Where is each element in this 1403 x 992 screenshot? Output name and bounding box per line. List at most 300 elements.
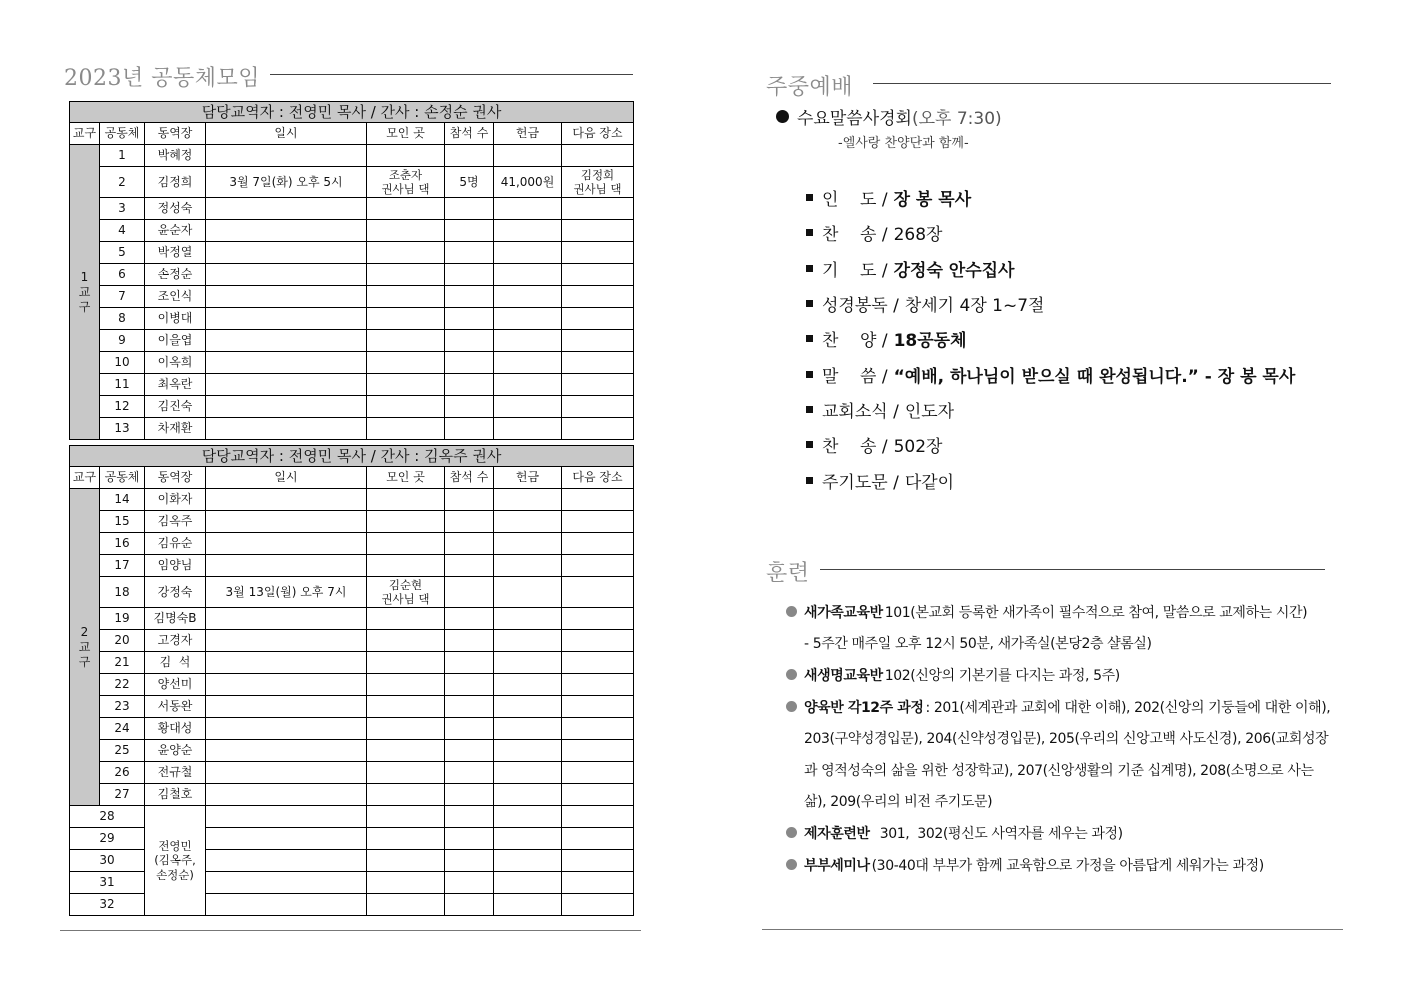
datetime-cell: [206, 762, 367, 784]
worship-order-list: [806, 180, 1366, 498]
place-cell: [367, 352, 445, 374]
community-number: 4: [100, 220, 145, 242]
next-place-cell: [562, 762, 634, 784]
leader-name: 이옥희: [145, 352, 206, 374]
place-cell: [367, 674, 445, 696]
empty-cell: [206, 828, 367, 850]
datetime-cell: [206, 652, 367, 674]
district-label: 2 교 구: [70, 489, 100, 806]
training-text: - 5주간 매주일 오후 12시 50분, 새가족실(본당2층 샬롬실): [804, 636, 1152, 653]
leader-name: 차재환: [145, 418, 206, 440]
next-place-cell: [562, 198, 634, 220]
next-place-cell: [562, 418, 634, 440]
datetime-cell: [206, 630, 367, 652]
worship-title-rule: [873, 83, 1331, 84]
attendance-cell: [445, 718, 494, 740]
column-header-row: [70, 123, 634, 145]
place-cell: [367, 489, 445, 511]
attendance-cell: [445, 418, 494, 440]
worship-heading-time: (오후 7:30): [911, 109, 1002, 129]
community-number: 19: [100, 608, 145, 630]
datetime-cell: [206, 511, 367, 533]
attendance-cell: [445, 242, 494, 264]
square-bullet-icon: [806, 265, 813, 272]
offering-cell: [494, 286, 562, 308]
next-place-cell: [562, 533, 634, 555]
leader-name: 윤순자: [145, 220, 206, 242]
place-cell: [367, 762, 445, 784]
worship-order-item: [806, 462, 1366, 497]
attendance-cell: [445, 220, 494, 242]
order-value: 18공동체: [893, 331, 967, 352]
next-place-cell: [562, 674, 634, 696]
order-value: 장 봉 목사: [893, 190, 972, 211]
leader-name: 김진숙: [145, 396, 206, 418]
datetime-cell: [206, 533, 367, 555]
next-place-cell: [562, 511, 634, 533]
next-place-cell: 김정희 권사님 댁: [562, 167, 634, 198]
training-text: 101(본교회 등록한 새가족이 필수적으로 참여, 말씀으로 교제하는 시간): [884, 604, 1308, 621]
worship-order-item: [806, 286, 1366, 321]
attendance-cell: [445, 374, 494, 396]
community-number: 30: [70, 850, 145, 872]
column-header: 교구: [70, 123, 100, 145]
table-row: [70, 740, 634, 762]
leader-name: 김옥주: [145, 511, 206, 533]
training-line: [786, 817, 1366, 849]
offering-cell: [494, 533, 562, 555]
place-cell: [367, 696, 445, 718]
empty-cell: [494, 850, 562, 872]
empty-cell: [445, 894, 494, 916]
attendance-cell: [445, 784, 494, 806]
order-label: 찬 양 /: [822, 331, 888, 352]
next-place-cell: [562, 330, 634, 352]
worship-order-item: [806, 251, 1366, 286]
training-section-title: 훈련: [766, 556, 820, 587]
attendance-cell: [445, 630, 494, 652]
leader-name: 박정열: [145, 242, 206, 264]
leader-name: 정성숙: [145, 198, 206, 220]
leader-name: 전영민 (김옥주, 손정순): [145, 806, 206, 916]
training-line: [786, 691, 1366, 723]
column-header: 모인 곳: [367, 123, 445, 145]
square-bullet-icon: [806, 441, 813, 448]
offering-cell: [494, 374, 562, 396]
column-header: 일시: [206, 123, 367, 145]
offering-cell: [494, 242, 562, 264]
community-number: 10: [100, 352, 145, 374]
offering-cell: [494, 674, 562, 696]
next-place-cell: [562, 374, 634, 396]
datetime-cell: [206, 740, 367, 762]
table-row: [70, 286, 634, 308]
group-header: 담당교역자 : 전영민 목사 / 간사 : 손정순 권사: [70, 102, 634, 123]
column-header: 다음 장소: [562, 467, 634, 489]
worship-heading: [776, 104, 1002, 129]
table-row: [70, 220, 634, 242]
empty-cell: [445, 806, 494, 828]
next-place-cell: [562, 308, 634, 330]
offering-cell: [494, 511, 562, 533]
datetime-cell: [206, 145, 367, 167]
column-header: 참석 수: [445, 123, 494, 145]
table-row: [70, 396, 634, 418]
table-row: [70, 264, 634, 286]
community-number: 5: [100, 242, 145, 264]
community-number: 20: [100, 630, 145, 652]
leader-name: 고경자: [145, 630, 206, 652]
training-name: 새가족교육반: [804, 604, 883, 621]
community-number: 15: [100, 511, 145, 533]
table-row: [70, 608, 634, 630]
leader-name: 김정희: [145, 167, 206, 198]
datetime-cell: [206, 418, 367, 440]
next-place-cell: [562, 577, 634, 608]
attendance-cell: [445, 308, 494, 330]
offering-cell: [494, 352, 562, 374]
training-line: [786, 754, 1366, 786]
attendance-cell: [445, 330, 494, 352]
leader-name: 전규철: [145, 762, 206, 784]
column-header: 모인 곳: [367, 467, 445, 489]
place-cell: [367, 220, 445, 242]
column-header: 공동체: [100, 467, 145, 489]
datetime-cell: [206, 220, 367, 242]
empty-cell: [494, 806, 562, 828]
offering-cell: [494, 330, 562, 352]
circle-bullet-icon: [786, 859, 797, 870]
table-row: [70, 374, 634, 396]
order-label: 기 도 /: [822, 260, 888, 281]
datetime-cell: [206, 555, 367, 577]
datetime-cell: [206, 242, 367, 264]
next-place-cell: [562, 396, 634, 418]
place-cell: [367, 608, 445, 630]
offering-cell: [494, 652, 562, 674]
datetime-cell: [206, 198, 367, 220]
table-row: [70, 652, 634, 674]
attendance-cell: 5명: [445, 167, 494, 198]
community-number: 3: [100, 198, 145, 220]
attendance-cell: [445, 577, 494, 608]
order-value: 창세기 4장 1~7절: [904, 296, 1045, 317]
place-cell: [367, 418, 445, 440]
leader-name: 양선미: [145, 674, 206, 696]
offering-cell: [494, 489, 562, 511]
datetime-cell: [206, 330, 367, 352]
training-line: [786, 659, 1366, 691]
community-number: 1: [100, 145, 145, 167]
worship-order-item: [806, 180, 1366, 215]
attendance-cell: [445, 286, 494, 308]
next-place-cell: [562, 489, 634, 511]
leader-name: 김철호: [145, 784, 206, 806]
community-number: 21: [100, 652, 145, 674]
datetime-cell: [206, 696, 367, 718]
community-number: 7: [100, 286, 145, 308]
training-name: 새생명교육반: [804, 667, 883, 684]
left-bottom-rule: [60, 930, 641, 931]
training-text: (30-40대 부부가 함께 교육함으로 가정을 아름답게 세워가는 과정): [871, 857, 1264, 874]
order-value: 502장: [893, 437, 943, 458]
place-cell: [367, 784, 445, 806]
next-place-cell: [562, 652, 634, 674]
next-place-cell: [562, 242, 634, 264]
next-place-cell: [562, 220, 634, 242]
place-cell: [367, 374, 445, 396]
square-bullet-icon: [806, 300, 813, 307]
training-list: [786, 596, 1366, 880]
empty-cell: [562, 894, 634, 916]
next-place-cell: [562, 608, 634, 630]
offering-cell: [494, 630, 562, 652]
leader-name: 서동완: [145, 696, 206, 718]
offering-cell: [494, 308, 562, 330]
training-text: 301, 302(평신도 사역자를 세우는 과정): [871, 825, 1123, 842]
column-header: 공동체: [100, 123, 145, 145]
worship-subtitle: -엘사랑 찬양단과 함께-: [838, 136, 969, 151]
table-row: [70, 330, 634, 352]
left-page: [0, 0, 700, 992]
place-cell: [367, 652, 445, 674]
group-header-row: [70, 446, 634, 467]
datetime-cell: 3월 7일(화) 오후 5시: [206, 167, 367, 198]
empty-cell: [206, 806, 367, 828]
attendance-cell: [445, 352, 494, 374]
title-rule: [250, 74, 633, 75]
training-title-rule: [818, 569, 1325, 570]
place-cell: 조춘자 권사님 댁: [367, 167, 445, 198]
offering-cell: [494, 762, 562, 784]
order-label: 성경봉독 /: [822, 296, 899, 317]
attendance-cell: [445, 674, 494, 696]
community-number: 23: [100, 696, 145, 718]
place-cell: [367, 718, 445, 740]
community-number: 24: [100, 718, 145, 740]
community-number: 25: [100, 740, 145, 762]
order-label: 찬 송 /: [822, 225, 888, 246]
training-line: [786, 722, 1366, 754]
table-row: [70, 806, 634, 828]
table-row: [70, 242, 634, 264]
community-number: 17: [100, 555, 145, 577]
offering-cell: [494, 696, 562, 718]
column-header: 헌금: [494, 467, 562, 489]
offering-cell: [494, 718, 562, 740]
offering-cell: [494, 198, 562, 220]
datetime-cell: 3월 13일(월) 오후 7시: [206, 577, 367, 608]
community-number: 28: [70, 806, 145, 828]
attendance-cell: [445, 511, 494, 533]
place-cell: [367, 330, 445, 352]
next-place-cell: [562, 784, 634, 806]
table-row: [70, 555, 634, 577]
attendance-cell: [445, 652, 494, 674]
community-number: 22: [100, 674, 145, 696]
offering-cell: [494, 220, 562, 242]
attendance-cell: [445, 489, 494, 511]
offering-cell: [494, 784, 562, 806]
district-label: 1 교 구: [70, 145, 100, 440]
empty-cell: [562, 850, 634, 872]
column-header: 다음 장소: [562, 123, 634, 145]
table-row: [70, 762, 634, 784]
training-text: : 201(세계관과 교회에 대한 이해), 202(신앙의 기둥들에 대한 이해),: [925, 699, 1331, 716]
place-cell: [367, 740, 445, 762]
worship-order-item: [806, 427, 1366, 462]
circle-bullet-icon: [786, 701, 797, 712]
attendance-cell: [445, 533, 494, 555]
community-number: 9: [100, 330, 145, 352]
column-header: 동역장: [145, 467, 206, 489]
order-value: 268장: [893, 225, 943, 246]
order-label: 교회소식 /: [822, 401, 899, 422]
datetime-cell: [206, 374, 367, 396]
empty-cell: [562, 828, 634, 850]
community-number: 13: [100, 418, 145, 440]
next-place-cell: [562, 145, 634, 167]
table-row: [70, 167, 634, 198]
district-2-table: [69, 445, 634, 916]
leader-name: 윤양순: [145, 740, 206, 762]
community-number: 18: [100, 577, 145, 608]
table-row: [70, 145, 634, 167]
place-cell: [367, 145, 445, 167]
empty-cell: [206, 872, 367, 894]
datetime-cell: [206, 489, 367, 511]
empty-cell: [494, 828, 562, 850]
place-cell: [367, 308, 445, 330]
datetime-cell: [206, 352, 367, 374]
place-cell: [367, 396, 445, 418]
community-number: 6: [100, 264, 145, 286]
square-bullet-icon: [806, 371, 813, 378]
community-number: 14: [100, 489, 145, 511]
community-number: 31: [70, 872, 145, 894]
order-label: 주기도문 /: [822, 472, 899, 493]
column-header: 일시: [206, 467, 367, 489]
attendance-cell: [445, 555, 494, 577]
offering-cell: [494, 145, 562, 167]
place-cell: [367, 286, 445, 308]
community-number: 12: [100, 396, 145, 418]
leader-name: 강정숙: [145, 577, 206, 608]
datetime-cell: [206, 286, 367, 308]
column-header: 동역장: [145, 123, 206, 145]
square-bullet-icon: [806, 229, 813, 236]
training-name: 양육반 각12주 과정: [804, 699, 924, 716]
next-place-cell: [562, 264, 634, 286]
table-row: [70, 352, 634, 374]
datetime-cell: [206, 396, 367, 418]
leader-name: 이병대: [145, 308, 206, 330]
table-row: [70, 674, 634, 696]
attendance-cell: [445, 762, 494, 784]
worship-heading-name: 수요말씀사경회: [797, 109, 912, 129]
square-bullet-icon: [806, 335, 813, 342]
empty-cell: [367, 872, 445, 894]
datetime-cell: [206, 608, 367, 630]
place-cell: [367, 511, 445, 533]
community-number: 2: [100, 167, 145, 198]
offering-cell: [494, 396, 562, 418]
empty-cell: [445, 850, 494, 872]
place-cell: [367, 630, 445, 652]
training-text: 과 영적성숙의 삶을 위한 성장학교), 207(신앙생활의 기준 십계명), 208(소명으로 사는: [804, 762, 1314, 779]
next-place-cell: [562, 740, 634, 762]
worship-order-item: [806, 321, 1366, 356]
datetime-cell: [206, 308, 367, 330]
attendance-cell: [445, 145, 494, 167]
circle-bullet-icon: [786, 669, 797, 680]
training-line: [786, 849, 1366, 881]
empty-cell: [445, 872, 494, 894]
training-text: 203(구약성경입문), 204(신약성경입문), 205(우리의 신앙고백 사도신경), 206(교회성장: [804, 731, 1329, 748]
training-name: 제자훈련반: [804, 825, 870, 842]
leader-name: 황대성: [145, 718, 206, 740]
offering-cell: [494, 740, 562, 762]
left-page-title: 2023년 공동체모임: [64, 61, 270, 92]
table-row: [70, 418, 634, 440]
place-cell: [367, 198, 445, 220]
attendance-cell: [445, 396, 494, 418]
community-number: 27: [100, 784, 145, 806]
attendance-cell: [445, 740, 494, 762]
worship-section-title: 주중예배: [766, 70, 863, 101]
offering-cell: [494, 577, 562, 608]
order-label: 찬 송 /: [822, 437, 888, 458]
table-row: [70, 696, 634, 718]
empty-cell: [367, 894, 445, 916]
place-cell: [367, 555, 445, 577]
leader-name: 박혜정: [145, 145, 206, 167]
next-place-cell: [562, 718, 634, 740]
group-header-row: [70, 102, 634, 123]
table-row: [70, 308, 634, 330]
training-line: [786, 628, 1366, 660]
offering-cell: [494, 555, 562, 577]
empty-cell: [367, 850, 445, 872]
training-name: 부부세미나: [804, 857, 870, 874]
empty-cell: [494, 872, 562, 894]
attendance-cell: [445, 198, 494, 220]
order-label: 말 씀 /: [822, 366, 888, 387]
offering-cell: [494, 264, 562, 286]
empty-cell: [206, 850, 367, 872]
empty-cell: [367, 806, 445, 828]
empty-cell: [494, 894, 562, 916]
table-row: [70, 577, 634, 608]
group-header: 담당교역자 : 전영민 목사 / 간사 : 김옥주 권사: [70, 446, 634, 467]
table-row: [70, 630, 634, 652]
circle-bullet-icon: [786, 606, 797, 617]
community-number: 11: [100, 374, 145, 396]
worship-order-item: [806, 356, 1366, 391]
leader-name: 이화자: [145, 489, 206, 511]
bullet-icon: [776, 110, 789, 123]
order-label: 인 도 /: [822, 190, 888, 211]
table-row: [70, 511, 634, 533]
table-row: [70, 533, 634, 555]
empty-cell: [562, 806, 634, 828]
table-row: [70, 784, 634, 806]
leader-name: 임양님: [145, 555, 206, 577]
order-value: “예배, 하나님이 받으실 때 완성됩니다.” - 장 봉 목사: [893, 366, 1296, 387]
attendance-cell: [445, 696, 494, 718]
community-number: 32: [70, 894, 145, 916]
square-bullet-icon: [806, 194, 813, 201]
